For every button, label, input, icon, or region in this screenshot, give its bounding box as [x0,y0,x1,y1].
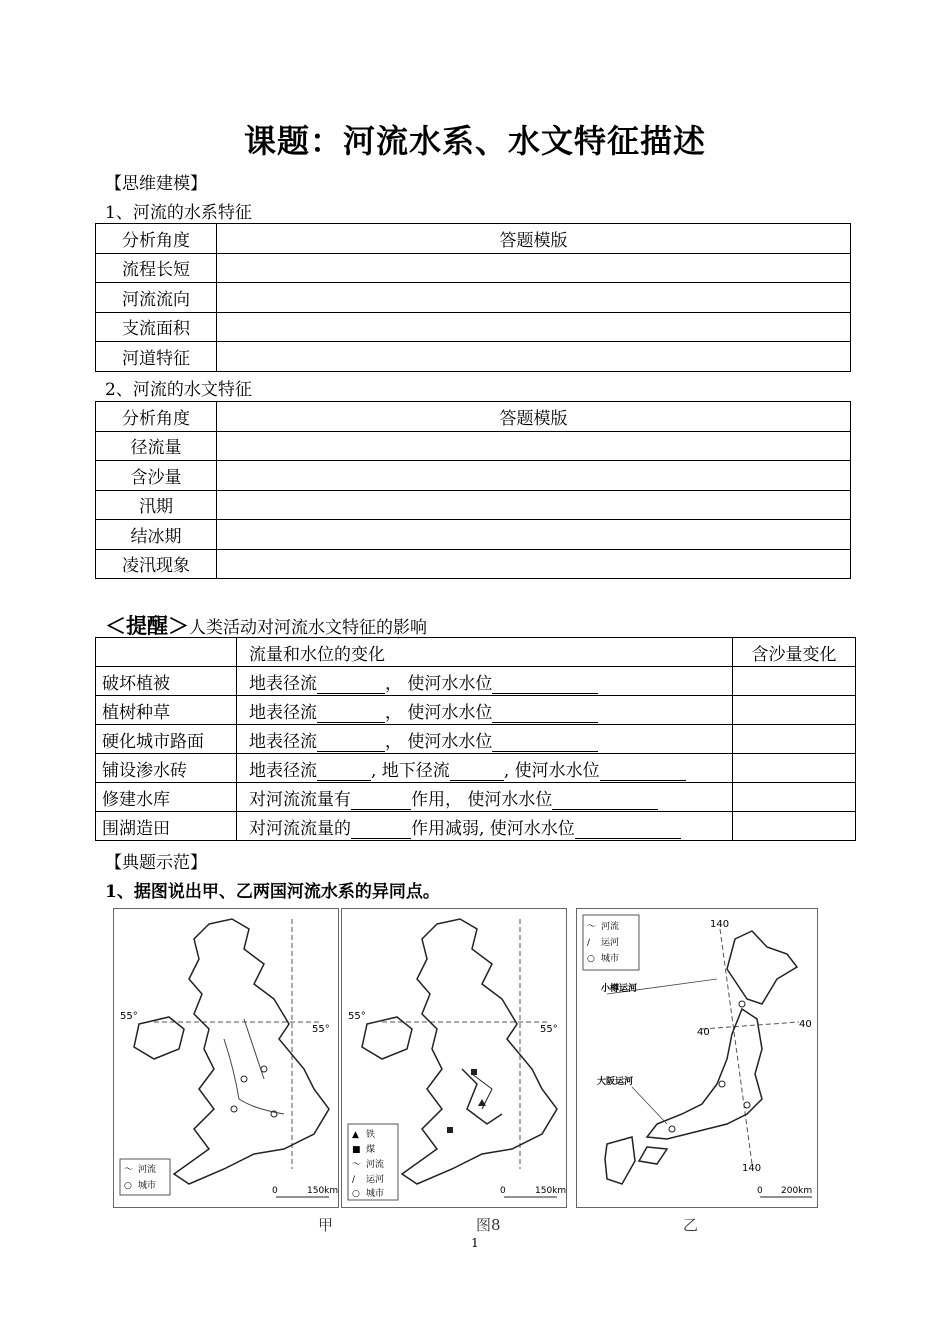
scale-label: 0 [272,1186,278,1196]
caption-figure-8: 图8 [476,1216,501,1234]
table-row-label: 流程长短 [96,253,217,283]
blank[interactable] [575,822,681,839]
text-part: ， 使河水水位 [385,731,493,752]
legend-label: 运河 [601,938,620,948]
scale-label: 0 [500,1186,506,1196]
city-icon: ○ [587,954,595,964]
table-row-label: 河道特征 [96,342,217,372]
table-row-label: 支流面积 [96,312,217,342]
scale-label: 200km [781,1186,813,1196]
lat-label: 55° [348,1011,366,1022]
fill-blank-cell [237,754,733,783]
map-label-otaru: 小樽运河 [601,984,638,994]
lat-label: 40 [697,1027,710,1038]
blank[interactable] [351,822,411,839]
hydrology-table [95,401,851,579]
legend-label: 铁 [366,1130,376,1140]
table-header-cell: 流量和水位的变化 [237,638,733,667]
legend-river-icon: ～ [124,1165,134,1175]
text-part: 对河流流量的 [249,818,351,839]
answer-cell[interactable] [217,283,851,313]
legend-label: 河流 [366,1160,385,1170]
table-header-cell: 分析角度 [96,224,217,254]
legend-label: 运河 [366,1175,385,1185]
answer-cell[interactable] [217,549,851,579]
reminder-text: 人类活动对河流水文特征的影响 [189,618,427,638]
part1-heading: 1、河流的水系特征 [105,203,252,223]
blank[interactable] [492,677,598,694]
uk-resource-map-graphic [342,909,566,1207]
legend-label: 城市 [366,1189,385,1199]
canal-icon: ∕ [352,1175,356,1185]
page-number: 1 [471,1236,479,1250]
answer-cell[interactable] [217,342,851,372]
blank[interactable] [492,735,598,752]
answer-cell[interactable] [733,667,856,696]
lat-label: 55° [312,1024,330,1035]
text-part: 地表径流 [249,673,317,694]
answer-cell[interactable] [217,253,851,283]
fill-blank-cell [237,783,733,812]
blank[interactable] [317,706,385,723]
table-header-cell: 答题模版 [217,224,851,254]
text-part: 地表径流 [249,731,317,752]
map-panel-japan [576,908,818,1208]
legend-label: 河流 [138,1165,157,1175]
text-part: 作用， 使河水水位 [411,789,553,810]
scale-label: 0 [757,1186,763,1196]
legend-city-icon: ○ [124,1181,132,1191]
city-icon: ○ [352,1189,360,1199]
blank[interactable] [600,764,686,781]
table-header-cell: 答题模版 [217,402,851,432]
table-row-label: 河流流向 [96,283,217,313]
uk-map-graphic [114,909,338,1207]
text-part: , 地下径流 [371,760,450,781]
blank[interactable] [317,735,385,752]
table-row-label: 径流量 [96,431,217,461]
text-part: 地表径流 [249,702,317,723]
answer-cell[interactable] [733,812,856,841]
map-panel-uk-rivers [113,908,339,1208]
answer-cell[interactable] [217,312,851,342]
legend-label: 河流 [601,922,620,932]
table-row-label: 硬化城市路面 [96,725,237,754]
table-row-label: 破坏植被 [96,667,237,696]
answer-cell[interactable] [733,783,856,812]
fill-blank-cell [237,812,733,841]
answer-cell[interactable] [217,461,851,491]
question-1: 1、据图说出甲、乙两国河流水系的异同点。 [105,882,440,902]
square-icon: ■ [352,1145,361,1155]
blank[interactable] [492,706,598,723]
table-row-label: 修建水库 [96,783,237,812]
blank[interactable] [450,764,504,781]
blank[interactable] [552,793,658,810]
legend-label: 城市 [138,1181,157,1191]
table-row-label: 铺设渗水砖 [96,754,237,783]
blank[interactable] [351,793,411,810]
legend-label: 城市 [601,954,620,964]
answer-cell[interactable] [733,754,856,783]
page-title: 课题：河流水系、水文特征描述 [243,122,706,160]
table-header-cell: 含沙量变化 [733,638,856,667]
legend-label: 煤 [366,1145,376,1155]
map-label-osaka: 大阪运河 [597,1077,634,1087]
answer-cell[interactable] [217,490,851,520]
text-part: , 使河水水位 [503,760,600,781]
table-row-label: 围湖造田 [96,812,237,841]
text-part: ， 使河水水位 [385,702,493,723]
text-part: 作用减弱, 使河水水位 [411,818,575,839]
human-impact-table [95,637,856,841]
section-modeling: 【思维建模】 [105,174,207,194]
lat-label: 40 [799,1019,812,1030]
scale-label: 150km [307,1186,338,1196]
lat-label: 55° [120,1011,138,1022]
figure-8-maps [113,908,817,1206]
blank[interactable] [317,764,371,781]
blank[interactable] [317,677,385,694]
map-panel-uk-resources [341,908,567,1208]
table-row-label: 植树种草 [96,696,237,725]
part2-heading: 2、河流的水文特征 [105,380,252,400]
answer-cell[interactable] [733,725,856,754]
reminder-heading [105,610,427,640]
table-row-label: 结冰期 [96,520,217,550]
fill-blank-cell [237,667,733,696]
answer-cell[interactable] [217,431,851,461]
caption-jia: 甲 [318,1216,334,1234]
table-row-label: 含沙量 [96,461,217,491]
text-part: 对河流流量有 [249,789,351,810]
text-part: 地表径流 [249,760,317,781]
fill-blank-cell [237,696,733,725]
river-icon: ～ [352,1160,362,1170]
lon-label: 140 [742,1163,762,1174]
answer-cell[interactable] [217,520,851,550]
scale-label: 150km [535,1186,566,1196]
fill-blank-cell [237,725,733,754]
table-header-cell: 分析角度 [96,402,217,432]
table-row-label: 凌汛现象 [96,549,217,579]
canal-icon: ∕ [587,938,591,948]
japan-map-graphic [577,909,817,1207]
section-example: 【典题示范】 [105,853,207,873]
lat-label: 55° [540,1024,558,1035]
table-header-cell [96,638,237,667]
triangle-icon: ▲ [352,1130,359,1140]
lon-label: 140 [710,919,730,930]
caption-yi: 乙 [683,1216,699,1234]
reminder-tag: ＜提醒＞ [105,613,189,638]
river-icon: ～ [587,922,597,932]
water-system-table [95,223,851,372]
answer-cell[interactable] [733,696,856,725]
table-row-label: 汛期 [96,490,217,520]
text-part: ， 使河水水位 [385,673,493,694]
